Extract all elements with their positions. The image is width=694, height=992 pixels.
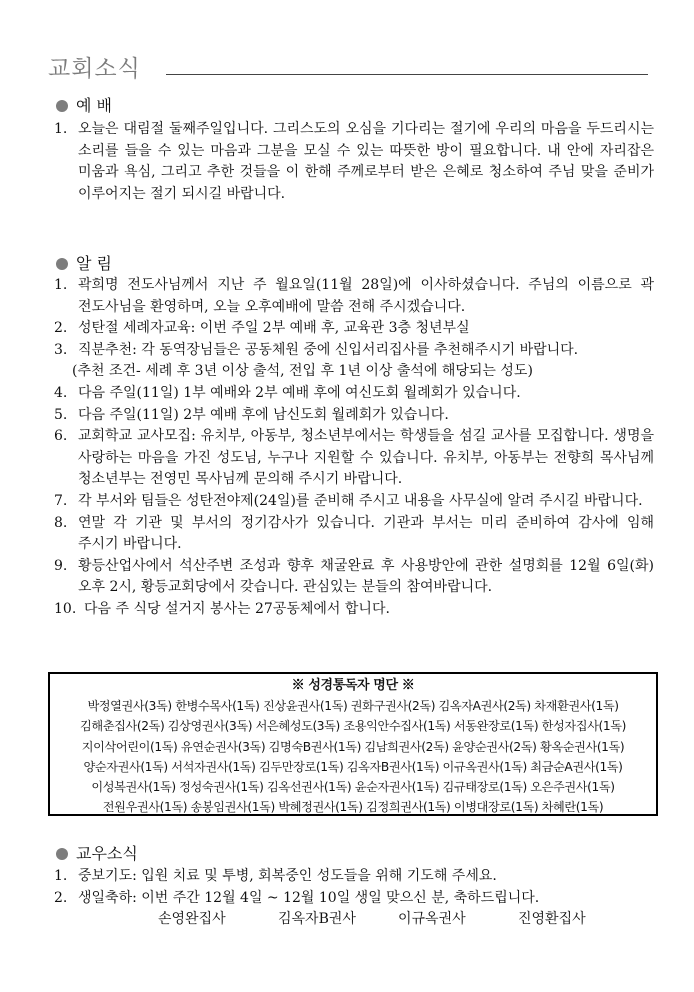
list-item-note: (추천 조건- 세례 후 3년 이상 출석, 전입 후 1년 이상 출석에 해당되는 성도) bbox=[72, 363, 533, 380]
bible-readers-box bbox=[48, 672, 658, 816]
birthday-name: 이규옥권사 bbox=[398, 911, 466, 928]
list-item: 7. 각 부서와 팀들은 성탄전야제(24일)를 준비해 주시고 내용을 사무실에 알려 주시길 바랍니다. bbox=[54, 492, 643, 509]
members-list bbox=[54, 866, 654, 931]
reader-line: 양순자권사(1독) 서석자권사(1독) 김두만장로(1독) 김옥자B권사(1독) 이규옥권사(1독) 최금순A권사(1독) bbox=[83, 759, 623, 774]
list-item: 9. 황등산업사에서 석산주변 조성과 향후 채굴완료 후 사용방안에 관한 설명회를 12월 6일(화) 오후 2시, 황등교회당에서 갖습니다. 관심있는 분들의 참여바랍니다. bbox=[54, 557, 654, 596]
reader-line: 지이삭어린이(1독) 유연순권사(3독) 김명숙B권사(1독) 김남희권사(2독) 윤양순권사(2독) 황옥순권사(1독) bbox=[81, 739, 625, 754]
list-item: 2. 생일축하: 이번 주간 12월 4일 ~ 12월 10일 생일 맞으신 분, 축하드립니다. bbox=[54, 889, 540, 906]
bullet-icon bbox=[56, 100, 68, 112]
list-item: 3. 직분추천: 각 동역장님들은 공동체원 중에 신입서리집사를 추천해주시기 바랍니다. bbox=[54, 341, 579, 358]
notice-heading: 알 림 bbox=[56, 254, 112, 274]
birthday-names bbox=[158, 909, 654, 931]
list-item: 8. 연말 각 기관 및 부서의 정기감사가 있습니다. 기관과 부서는 미리 준비하여 감사에 임해 주시기 바랍니다. bbox=[54, 514, 654, 553]
birthday-name: 손영완집사 bbox=[158, 911, 226, 928]
bible-readers-title: ※ 성경통독자 명단 ※ bbox=[291, 678, 415, 693]
reader-line: 이성복권사(1독) 정성숙권사(1독) 김옥선권사(1독) 윤순자권사(1독) 김규태장로(1독) 오은주권사(1독) bbox=[91, 780, 615, 795]
bullet-icon bbox=[56, 258, 68, 270]
page-title: 교회소식 bbox=[48, 56, 141, 82]
reader-line: 전원우권사(1독) 송봉임권사(1독) 박혜정권사(1독) 김정희권사(1독) 이병대장로(1독) 차혜란(1독) bbox=[102, 800, 604, 815]
worship-list bbox=[54, 119, 654, 205]
header-divider bbox=[166, 74, 648, 75]
members-heading: 교우소식 bbox=[56, 844, 138, 864]
list-item: 5. 다음 주일(11일) 2부 예배 후에 남신도회 월례회가 있습니다. bbox=[54, 406, 449, 423]
list-item: 4. 다음 주일(11일) 1부 예배와 2부 예배 후에 여신도회 월례회가 있습니다. bbox=[54, 384, 521, 401]
worship-heading: 예 배 bbox=[56, 96, 112, 116]
list-item: 2. 성탄절 세례자교육: 이번 주일 2부 예배 후, 교육관 3층 청년부실 bbox=[54, 320, 470, 337]
list-item: 10. 다음 주 식당 설거지 봉사는 27공동체에서 합니다. bbox=[54, 600, 390, 617]
list-item: 1. 오늘은 대림절 둘째주일입니다. 그리스도의 오심을 기다리는 절기에 우리의 마음을 두드리시는 소리를 들을 수 있는 마음과 그분을 모실 수 있는 따뜻한 방이 필요합니다. 내 안에 자리잡은 미움과 욕심, 그리고 추한 것들을 이 한해 주께로부터 받은 은혜로 청소하여 주님 맞을 준비가 이루어지는 절기 되시길 바랍니다. bbox=[54, 121, 654, 202]
birthday-name: 진영환집사 bbox=[518, 911, 586, 928]
list-item: 1. 중보기도: 입원 치료 및 투병, 회복중인 성도들을 위해 기도해 주세요. bbox=[54, 868, 497, 884]
section-header bbox=[48, 54, 648, 88]
reader-line: 김해춘집사(2독) 김상영권사(3독) 서은혜성도(3독) 조용익안수집사(1독) 서동완장로(1독) 한성자집사(1독) bbox=[80, 719, 626, 734]
notice-list bbox=[54, 275, 654, 621]
list-item: 1. 곽희명 전도사님께서 지난 주 월요일(11월 28일)에 이사하셨습니다. 주님의 이름으로 곽 전도사님을 환영하며, 오늘 오후예배에 말씀 전해 주시겠습니다. bbox=[54, 277, 654, 315]
list-item: 6. 교회학교 교사모집: 유치부, 아동부, 청소년부에서는 학생들을 섬길 교사를 모집합니다. 생명을 사랑하는 마음을 가진 성도님, 누구나 지원할 수 있습니다. 유치부, 아동부는 전향희 목사님께 청소년부는 전영민 목사님께 문의해 주시기 바랍니다. bbox=[54, 428, 654, 488]
reader-line: 박정열권사(3독) 한병수목사(1독) 진상윤권사(1독) 권화구권사(2독) 김옥자A권사(2독) 차재환권사(1독) bbox=[87, 699, 619, 714]
bullet-icon bbox=[56, 848, 68, 860]
birthday-name: 김옥자B권사 bbox=[278, 911, 356, 928]
